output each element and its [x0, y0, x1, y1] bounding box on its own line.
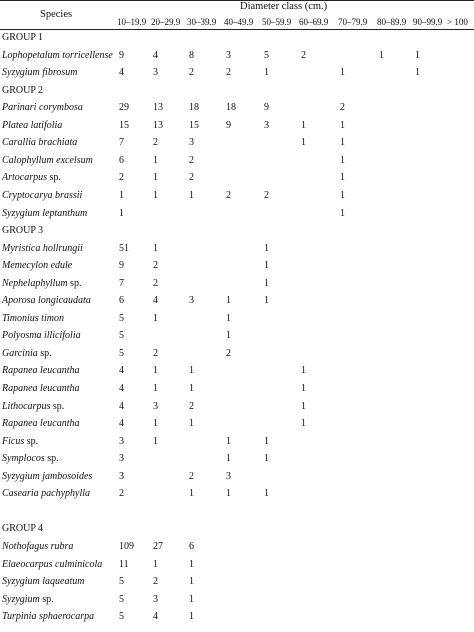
- count-cell: 2: [153, 137, 158, 149]
- count-cell: 2: [189, 154, 194, 166]
- species-name: [2, 453, 59, 464]
- species-header: Species: [40, 9, 73, 20]
- count-cell: 1: [264, 488, 269, 500]
- table-row: [0, 469, 474, 486]
- count-cell: 6: [119, 295, 124, 307]
- count-cell: 1: [189, 593, 194, 605]
- count-cell: 1: [264, 260, 269, 272]
- table-row: [0, 328, 474, 345]
- count-cell: 2: [264, 189, 269, 201]
- column-header: 10–19.9: [117, 17, 147, 27]
- species-binomial: Syzygium jambosoides: [2, 470, 93, 482]
- count-cell: 5: [119, 576, 124, 588]
- count-cell: 2: [153, 277, 158, 289]
- count-cell: 1: [301, 365, 306, 377]
- count-cell: 5: [264, 49, 269, 61]
- species-name: [2, 137, 77, 148]
- group-row: [0, 83, 474, 100]
- species-name: [2, 67, 77, 78]
- count-cell: 5: [119, 611, 124, 623]
- column-header: 80–89.9: [377, 17, 407, 27]
- species-name: [2, 208, 87, 219]
- count-cell: 1: [153, 189, 158, 201]
- count-cell: 1: [189, 189, 194, 201]
- table-row: [0, 170, 474, 187]
- count-cell: 1: [119, 189, 124, 201]
- count-cell: 1: [301, 418, 306, 430]
- species-binomial: Carallia brachiata: [2, 137, 78, 149]
- count-cell: 3: [119, 453, 124, 465]
- count-cell: 1: [153, 418, 158, 430]
- count-cell: 3: [189, 137, 194, 149]
- species-name: [2, 295, 91, 306]
- count-cell: 9: [119, 49, 124, 61]
- count-cell: 1: [226, 435, 231, 447]
- species-binomial: Aporosa longicaudata: [2, 295, 91, 307]
- count-cell: 1: [189, 383, 194, 394]
- count-cell: 4: [153, 295, 158, 307]
- species-suffix: sp.: [44, 453, 59, 465]
- table-row: [0, 188, 474, 205]
- species-suffix: sp.: [67, 277, 82, 289]
- count-cell: 3: [153, 593, 158, 605]
- table-row: [0, 381, 474, 398]
- species-binomial: Myristica hollrungii: [2, 242, 83, 254]
- column-header: 60–69.9: [299, 17, 329, 27]
- count-cell: 18: [226, 102, 236, 114]
- species-name: [2, 436, 38, 447]
- count-cell: 4: [153, 49, 158, 61]
- species-binomial: Syzygium leptanthum: [2, 207, 88, 219]
- count-cell: 5: [119, 312, 124, 324]
- count-cell: 2: [153, 260, 158, 272]
- spacer-row: [0, 504, 474, 521]
- species-name: [2, 488, 90, 499]
- count-cell: 1: [189, 611, 194, 623]
- count-cell: 3: [153, 400, 158, 412]
- count-cell: 1: [153, 172, 158, 184]
- count-cell: 11: [119, 558, 129, 570]
- count-cell: 5: [119, 330, 124, 342]
- species-name: [2, 611, 94, 622]
- count-cell: 1: [340, 137, 345, 149]
- count-cell: 2: [119, 488, 124, 500]
- species-binomial: Turpinia sphaerocarpa: [2, 611, 95, 623]
- group-row: [0, 223, 474, 240]
- top-rule: [0, 0, 474, 1]
- count-cell: 2: [189, 172, 194, 184]
- table-row: [0, 241, 474, 258]
- count-cell: 2: [119, 172, 124, 184]
- table-row: [0, 258, 474, 275]
- species-binomial: Platea latifolia: [2, 119, 63, 131]
- count-cell: 1: [226, 312, 231, 324]
- species-binomial: Parinari corymbosa: [2, 102, 83, 114]
- count-cell: 1: [301, 383, 306, 394]
- species-name: [2, 471, 92, 482]
- count-cell: 29: [119, 102, 129, 114]
- species-name: [2, 155, 93, 166]
- count-cell: 1: [226, 295, 231, 307]
- species-binomial: Ficus: [2, 435, 25, 447]
- species-suffix: sp.: [39, 593, 54, 605]
- count-cell: 6: [189, 540, 194, 552]
- species-name: [2, 330, 81, 341]
- group-label: GROUP 2: [2, 84, 44, 96]
- count-cell: 4: [119, 400, 124, 412]
- table-row: [0, 574, 474, 591]
- count-cell: 2: [226, 189, 231, 201]
- count-cell: 2: [226, 347, 231, 359]
- species-suffix: sp.: [37, 347, 52, 359]
- table-row: [0, 486, 474, 503]
- count-cell: 2: [153, 576, 158, 588]
- count-cell: 1: [340, 119, 345, 131]
- count-cell: 1: [340, 207, 345, 219]
- species-binomial: Syzygium fibrosum: [2, 67, 78, 79]
- count-cell: 3: [226, 470, 231, 482]
- count-cell: 4: [119, 418, 124, 430]
- species-binomial: Lophopetalum torricellense: [2, 49, 113, 61]
- species-name: [2, 278, 81, 289]
- table-row: [0, 48, 474, 65]
- species-name: [2, 594, 54, 605]
- count-cell: 1: [340, 172, 345, 184]
- species-binomial: Polyosma illicifolia: [2, 330, 81, 342]
- species-binomial: Syzygium laqueatum: [2, 576, 85, 588]
- species-name: [2, 120, 62, 131]
- count-cell: 1: [153, 312, 158, 324]
- count-cell: 1: [340, 67, 345, 79]
- count-cell: 2: [301, 49, 306, 61]
- count-cell: 1: [189, 365, 194, 377]
- species-name: [2, 260, 72, 271]
- count-cell: 1: [415, 67, 420, 79]
- species-binomial: Syzygium: [2, 593, 40, 605]
- count-cell: 1: [301, 400, 306, 412]
- count-cell: 51: [119, 242, 129, 254]
- group-row: [0, 30, 474, 47]
- species-binomial: Nothofagus rubra: [2, 540, 74, 552]
- count-cell: 1: [264, 67, 269, 79]
- table-row: [0, 135, 474, 152]
- count-cell: 1: [415, 49, 420, 61]
- count-cell: 4: [119, 365, 124, 377]
- group-label: GROUP 3: [2, 225, 44, 237]
- column-header: 30–39.9: [187, 17, 217, 27]
- group-label: GROUP 1: [2, 32, 44, 43]
- count-cell: 2: [189, 400, 194, 412]
- count-cell: 1: [153, 154, 158, 166]
- count-cell: 2: [189, 470, 194, 482]
- table-row: [0, 346, 474, 363]
- species-binomial: Rapanea leucantha: [2, 418, 80, 430]
- table-row: [0, 592, 474, 609]
- table-row: [0, 311, 474, 328]
- count-cell: 9: [119, 260, 124, 272]
- table-row: [0, 557, 474, 574]
- count-cell: 9: [226, 119, 231, 131]
- species-name: [2, 102, 83, 113]
- count-cell: 4: [119, 383, 124, 394]
- count-cell: 1: [189, 488, 194, 500]
- table-row: [0, 206, 474, 223]
- species-binomial: Symplocos: [2, 453, 45, 465]
- count-cell: 3: [264, 119, 269, 131]
- count-cell: 2: [189, 67, 194, 79]
- table-row: [0, 363, 474, 380]
- count-cell: 4: [119, 67, 124, 79]
- species-binomial: Rapanea leucantha: [2, 365, 80, 377]
- count-cell: 3: [189, 295, 194, 307]
- table-row: [0, 65, 474, 82]
- count-cell: 1: [340, 154, 345, 166]
- count-cell: 9: [264, 102, 269, 114]
- diameter-class-header: Diameter class (cm.): [240, 1, 328, 12]
- species-binomial: Casearia pachyphylla: [2, 488, 91, 500]
- column-header: 70–79.9: [338, 17, 368, 27]
- count-cell: 4: [153, 611, 158, 623]
- species-name: [2, 418, 79, 429]
- species-name: [2, 383, 79, 394]
- count-cell: 1: [226, 488, 231, 500]
- count-cell: 1: [119, 207, 124, 219]
- table-row: [0, 539, 474, 556]
- column-header: 40–49.9: [224, 17, 254, 27]
- species-binomial: Calophyllum excelsum: [2, 154, 93, 166]
- count-cell: 1: [379, 49, 384, 61]
- table-row: [0, 276, 474, 293]
- species-binomial: Memecylon edule: [2, 260, 73, 272]
- table-row: [0, 416, 474, 433]
- species-name: [2, 313, 64, 324]
- count-cell: 2: [226, 67, 231, 79]
- count-cell: 7: [119, 137, 124, 149]
- species-binomial: Nephelaphyllum: [2, 277, 68, 289]
- column-header: 20–29.9: [151, 17, 181, 27]
- species-binomial: Cryptocarya brassii: [2, 189, 83, 201]
- count-cell: 3: [119, 470, 124, 482]
- count-cell: 13: [153, 119, 163, 131]
- species-suffix: sp.: [24, 435, 39, 447]
- table-row: [0, 118, 474, 135]
- column-header: 50–59.9: [262, 17, 292, 27]
- count-cell: 1: [264, 277, 269, 289]
- count-cell: 1: [264, 242, 269, 254]
- count-cell: 1: [340, 189, 345, 201]
- species-binomial: Artocarpus: [2, 172, 47, 184]
- species-binomial: Rapanea leucantha: [2, 383, 80, 394]
- species-name: [2, 348, 52, 359]
- count-cell: 109: [119, 540, 134, 552]
- table-row: [0, 153, 474, 170]
- table-row: [0, 609, 474, 626]
- count-cell: 1: [189, 558, 194, 570]
- group-label: GROUP 4: [2, 523, 44, 535]
- species-name: [2, 576, 85, 587]
- count-cell: 3: [226, 49, 231, 61]
- count-cell: 1: [264, 295, 269, 307]
- species-binomial: Lithocarpus: [2, 400, 51, 412]
- table-row: [0, 399, 474, 416]
- count-cell: 7: [119, 277, 124, 289]
- count-cell: 1: [153, 435, 158, 447]
- group-row: [0, 521, 474, 538]
- species-binomial: Elaeocarpus culminicola: [2, 558, 103, 570]
- count-cell: 15: [189, 119, 199, 131]
- table-row: [0, 100, 474, 117]
- species-binomial: Garcinia: [2, 347, 38, 359]
- count-cell: 1: [189, 418, 194, 430]
- count-cell: 3: [119, 435, 124, 447]
- count-cell: 1: [301, 119, 306, 131]
- count-cell: 18: [189, 102, 199, 114]
- species-name: [2, 172, 61, 183]
- table-row: [0, 293, 474, 310]
- count-cell: 1: [153, 365, 158, 377]
- species-suffix: sp.: [50, 400, 65, 412]
- species-suffix: sp.: [47, 172, 61, 184]
- species-name: [2, 559, 102, 570]
- table-row: [0, 451, 474, 468]
- species-name: [2, 401, 64, 412]
- column-header: > 100: [447, 17, 468, 27]
- count-cell: 1: [153, 242, 158, 254]
- species-name: [2, 365, 79, 376]
- count-cell: 1: [153, 383, 158, 394]
- count-cell: 2: [340, 102, 345, 114]
- count-cell: 1: [264, 435, 269, 447]
- count-cell: 27: [153, 540, 163, 552]
- column-header: 90–99.9: [413, 17, 443, 27]
- species-name: [2, 190, 82, 201]
- count-cell: 15: [119, 119, 129, 131]
- count-cell: 1: [189, 576, 194, 588]
- count-cell: 1: [153, 558, 158, 570]
- species-name: [2, 243, 83, 254]
- species-name: [2, 50, 113, 61]
- count-cell: 1: [226, 330, 231, 342]
- count-cell: 5: [119, 593, 124, 605]
- count-cell: 13: [153, 102, 163, 114]
- species-binomial: Timonius timon: [2, 312, 64, 324]
- count-cell: 5: [119, 347, 124, 359]
- count-cell: 1: [301, 137, 306, 149]
- count-cell: 3: [153, 67, 158, 79]
- species-name: [2, 541, 73, 552]
- table-row: [0, 434, 474, 451]
- count-cell: 1: [226, 453, 231, 465]
- count-cell: 8: [189, 49, 194, 61]
- count-cell: 6: [119, 154, 124, 166]
- count-cell: 2: [153, 347, 158, 359]
- count-cell: 1: [264, 453, 269, 465]
